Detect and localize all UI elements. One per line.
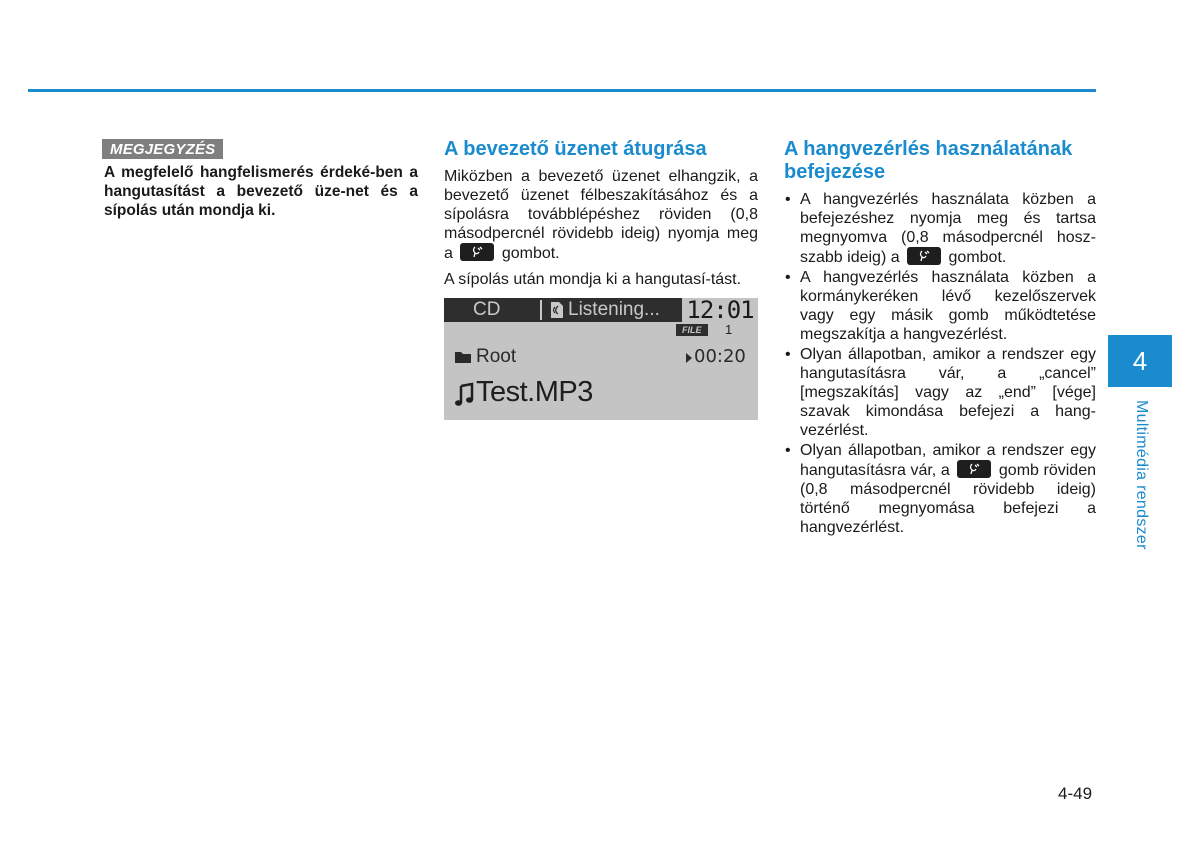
bullet-4-text: Olyan állapotban, amikor a rendszer egy hangutasításra vár, a — [800, 442, 1096, 479]
note-badge: MEGJEGYZÉS — [102, 139, 223, 159]
display-clock: 12:01 — [682, 298, 758, 322]
note-column — [104, 136, 418, 220]
display-source: CD — [473, 299, 501, 320]
list-item: • A hangvezérlés használata közben a kormánykeréken lévő kezelőszervek vagy egy másik gomb működtetése megszakítja a hangvezérlést. — [784, 268, 1096, 344]
bullet-4-suffix: gomb röviden (0,8 másodpercnél rövidebb ideig) történő megnyomása befejezi a hangvezérlést. — [800, 462, 1096, 536]
list-item — [784, 441, 1096, 537]
skip-section-paragraph-1 — [444, 167, 758, 263]
talk-button-icon — [907, 247, 941, 265]
display-elapsed-time: 00:20 — [694, 346, 746, 367]
skip-section — [444, 136, 758, 420]
end-section — [784, 136, 1096, 538]
talk-button-icon — [460, 243, 494, 261]
display-file-number: 1 — [725, 322, 733, 337]
list-item: • Olyan állapotban, amikor a rendszer egy hangutasításra vár, a „cancel” [megszakítás] vagy az „end” [vége] szavak kimondása befejezi a hang-vezérlést. — [784, 345, 1096, 440]
display-folder: Root — [476, 346, 517, 367]
note-text: A megfelelő hangfelismerés érdeké-ben a hangutasítást a bevezető üze-net és a sípolás után mondja ki. — [104, 164, 418, 219]
bullet-1-suffix: gombot. — [948, 249, 1007, 266]
voice-listening-icon — [550, 301, 564, 319]
end-section-title: A hangvezérlés használatának befejezése — [784, 138, 1073, 183]
play-icon — [685, 352, 693, 364]
chapter-side-label: Multimédia rendszer — [1133, 400, 1150, 550]
talk-button-icon — [957, 460, 991, 478]
display-track-title: Test.MP3 — [476, 376, 593, 408]
music-note-icon — [454, 382, 474, 408]
audio-display-screenshot — [444, 298, 758, 420]
bullet-1-text: A hangvezérlés használata közben a befejezéshez nyomja meg és tartsa megnyomva (0,8 másodpercnél hosz-szabb ideig) a — [800, 191, 1096, 266]
display-status: Listening... — [568, 299, 660, 320]
skip-para1-text: Miközben a bevezető üzenet elhangzik, a bevezető üzenet félbeszakításához és a sípolásra továbblépéshez röviden (0,8 másodpercnél rövidebb ideig) nyomja meg a — [444, 168, 758, 262]
top-rule — [28, 89, 1096, 92]
folder-icon — [454, 350, 472, 364]
page-number: 4-49 — [1058, 784, 1093, 803]
display-divider — [540, 300, 542, 320]
skip-section-paragraph-2: A sípolás után mondja ki a hangutasí-tást. — [444, 271, 742, 288]
skip-para1-suffix: gombot. — [501, 245, 560, 262]
list-item — [784, 190, 1096, 267]
display-file-badge: FILE — [676, 324, 708, 336]
skip-section-title: A bevezető üzenet átugrása — [444, 138, 707, 160]
end-section-list — [784, 190, 1096, 537]
chapter-tab: 4 — [1108, 335, 1172, 387]
